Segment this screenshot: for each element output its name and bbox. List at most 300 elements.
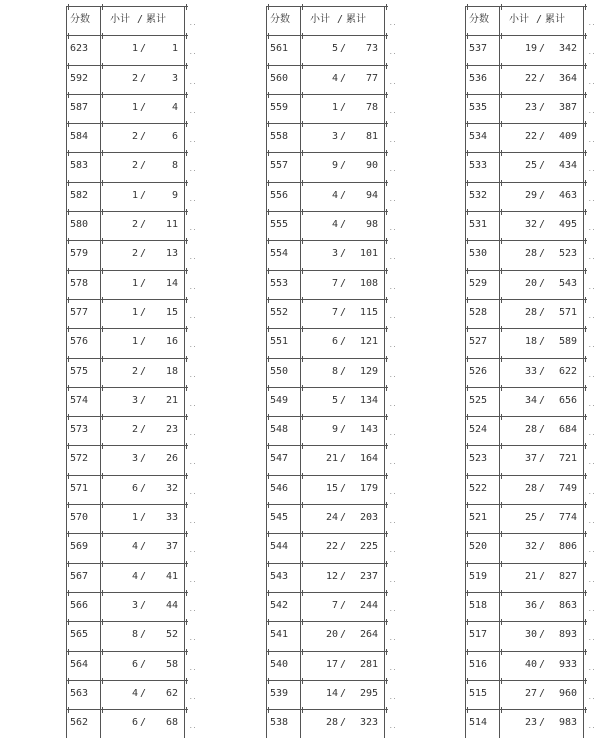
row-divider-tick	[268, 649, 269, 655]
row-divider-tick	[68, 92, 69, 98]
subtotal-cell: 18	[524, 336, 537, 348]
slash-separator: /	[340, 43, 347, 55]
slash-separator: /	[140, 131, 147, 143]
row-end-mark: ..	[588, 459, 596, 467]
subtotal-cell: 1	[131, 512, 138, 524]
row-end-mark: ..	[389, 254, 397, 262]
cumulative-cell: 68	[165, 717, 178, 729]
subtotal-cell: 3	[131, 599, 138, 611]
row-divider	[66, 621, 188, 622]
table-row	[264, 504, 397, 533]
row-divider-tick	[68, 531, 69, 537]
row-divider-tick	[186, 590, 187, 596]
row-divider-tick	[268, 707, 269, 713]
row-divider-tick	[68, 590, 69, 596]
row-divider-tick	[501, 356, 502, 362]
row-end-mark: ..	[189, 342, 197, 350]
row-divider-tick	[386, 268, 387, 274]
row-divider-tick	[386, 561, 387, 567]
table-row	[264, 563, 397, 592]
slash-separator: /	[340, 482, 347, 494]
cumulative-cell: 960	[558, 687, 577, 699]
row-divider	[266, 6, 388, 7]
subtotal-cell: 32	[524, 541, 537, 553]
score-cell: 560	[270, 72, 289, 84]
row-divider	[266, 358, 388, 359]
score-cell: 522	[469, 482, 488, 494]
subtotal-cell: 4	[131, 541, 138, 553]
row-end-mark: ..	[389, 107, 397, 115]
row-divider-tick	[186, 678, 187, 684]
table-row	[264, 182, 397, 211]
score-cell: 564	[70, 658, 89, 670]
slash-separator: /	[539, 482, 546, 494]
table-row	[64, 358, 197, 387]
score-cell: 559	[270, 101, 289, 113]
table-row	[64, 328, 197, 357]
row-end-mark: ..	[588, 547, 596, 555]
row-divider-tick	[186, 150, 187, 156]
row-divider	[66, 592, 188, 593]
slash-separator: /	[340, 424, 347, 436]
row-divider-tick	[302, 619, 303, 625]
row-end-mark: ..	[389, 723, 397, 731]
subtotal-cell: 4	[331, 189, 338, 201]
subtotal-cell: 22	[524, 72, 537, 84]
subtotal-cell: 36	[524, 599, 537, 611]
slash-separator: /	[140, 248, 147, 260]
row-divider-tick	[68, 150, 69, 156]
cumulative-cell: 983	[558, 717, 577, 729]
subtotal-cell: 9	[331, 424, 338, 436]
table-row	[264, 240, 397, 269]
row-divider-tick	[467, 4, 468, 10]
subtotal-cell: 4	[131, 570, 138, 582]
slash-separator: /	[140, 306, 147, 318]
row-divider-tick	[501, 121, 502, 127]
cumulative-cell: 774	[558, 512, 577, 524]
cumulative-cell: 62	[165, 687, 178, 699]
score-cell: 623	[70, 43, 89, 55]
row-divider-tick	[585, 297, 586, 303]
cumulative-cell: 589	[558, 336, 577, 348]
row-end-mark: ..	[189, 107, 197, 115]
row-divider-tick	[268, 92, 269, 98]
cumulative-cell: 134	[359, 394, 378, 406]
table-row	[264, 94, 397, 123]
row-divider	[66, 152, 188, 153]
score-cell: 566	[70, 599, 89, 611]
row-divider	[66, 299, 188, 300]
row-divider-tick	[302, 297, 303, 303]
cumulative-cell: 15	[165, 306, 178, 318]
slash-separator: /	[340, 219, 347, 231]
table-row	[264, 533, 397, 562]
table-row	[264, 35, 397, 64]
row-end-mark: ..	[389, 635, 397, 643]
score-cell: 578	[70, 277, 89, 289]
row-divider-tick	[467, 561, 468, 567]
cumulative-cell: 21	[165, 394, 178, 406]
row-divider	[465, 504, 587, 505]
table-row	[463, 328, 596, 357]
slash-separator: /	[340, 512, 347, 524]
row-end-mark: ..	[189, 400, 197, 408]
row-divider-tick	[585, 590, 586, 596]
row-divider	[266, 152, 388, 153]
row-divider-tick	[386, 443, 387, 449]
slash-separator: /	[539, 570, 546, 582]
row-divider-tick	[68, 238, 69, 244]
subtotal-cell: 2	[131, 219, 138, 231]
slash-separator: /	[539, 248, 546, 260]
table-row	[64, 94, 197, 123]
slash-separator: /	[140, 453, 147, 465]
row-divider	[465, 152, 587, 153]
row-divider-tick	[102, 473, 103, 479]
slash-separator: /	[539, 306, 546, 318]
table-row	[463, 211, 596, 240]
row-divider-tick	[102, 268, 103, 274]
row-end-mark: ..	[389, 605, 397, 613]
cumulative-cell: 387	[558, 101, 577, 113]
table-row	[264, 651, 397, 680]
row-divider-tick	[102, 238, 103, 244]
row-divider-tick	[186, 531, 187, 537]
slash-separator: /	[140, 512, 147, 524]
row-divider-tick	[467, 414, 468, 420]
row-end-mark: ..	[389, 166, 397, 174]
row-divider	[266, 592, 388, 593]
subtotal-cell: 28	[524, 306, 537, 318]
cumulative-cell: 323	[359, 717, 378, 729]
row-divider-tick	[501, 414, 502, 420]
row-divider-tick	[585, 268, 586, 274]
subtotal-cell: 25	[524, 512, 537, 524]
table-row	[264, 65, 397, 94]
row-divider-tick	[186, 238, 187, 244]
row-divider	[465, 65, 587, 66]
row-divider	[66, 123, 188, 124]
subtotal-cell: 21	[325, 453, 338, 465]
row-end-mark: ..	[189, 693, 197, 701]
row-divider-tick	[386, 619, 387, 625]
score-cell: 579	[70, 248, 89, 260]
row-divider	[266, 475, 388, 476]
row-divider-tick	[186, 63, 187, 69]
row-divider-tick	[386, 297, 387, 303]
row-divider-tick	[68, 649, 69, 655]
row-divider	[66, 416, 188, 417]
cumulative-cell: 281	[359, 658, 378, 670]
table-row	[463, 240, 596, 269]
row-divider-tick	[501, 385, 502, 391]
table-row	[264, 211, 397, 240]
slash-separator: /	[340, 306, 347, 318]
table-row	[264, 123, 397, 152]
row-divider	[266, 211, 388, 212]
subtotal-cell: 20	[325, 629, 338, 641]
row-divider-tick	[186, 707, 187, 713]
row-divider-tick	[585, 443, 586, 449]
subtotal-cell: 5	[331, 43, 338, 55]
slash-separator: /	[340, 248, 347, 260]
score-cell: 520	[469, 541, 488, 553]
table-row	[463, 475, 596, 504]
subtotal-cell: 21	[524, 570, 537, 582]
row-divider-tick	[386, 649, 387, 655]
table-row	[64, 270, 197, 299]
score-cell: 546	[270, 482, 289, 494]
slash-separator: /	[140, 336, 147, 348]
slash-separator: /	[140, 658, 147, 670]
score-cell: 583	[70, 160, 89, 172]
header-subtotal: 小计	[110, 14, 130, 25]
cumulative-cell: 893	[558, 629, 577, 641]
row-divider	[266, 240, 388, 241]
score-cell: 539	[270, 687, 289, 699]
row-end-mark: ..	[588, 195, 596, 203]
row-end-mark: ..	[189, 605, 197, 613]
row-divider-tick	[467, 385, 468, 391]
row-end-mark: ..	[189, 195, 197, 203]
table-row	[463, 152, 596, 181]
row-divider-tick	[102, 678, 103, 684]
row-divider	[66, 533, 188, 534]
subtotal-cell: 40	[524, 658, 537, 670]
subtotal-cell: 28	[524, 482, 537, 494]
cumulative-cell: 13	[165, 248, 178, 260]
slash-separator: /	[539, 219, 546, 231]
table-row	[463, 533, 596, 562]
row-divider-tick	[585, 678, 586, 684]
row-divider-tick	[102, 590, 103, 596]
row-divider	[266, 563, 388, 564]
row-divider-tick	[268, 678, 269, 684]
cumulative-cell: 78	[365, 101, 378, 113]
row-divider	[266, 680, 388, 681]
row-divider-tick	[386, 92, 387, 98]
slash-separator: /	[340, 277, 347, 289]
slash-separator: /	[140, 277, 147, 289]
subtotal-cell: 2	[131, 365, 138, 377]
row-divider	[266, 328, 388, 329]
row-divider-tick	[186, 209, 187, 215]
header-subtotal: 小计	[310, 14, 330, 25]
subtotal-cell: 1	[131, 43, 138, 55]
row-divider	[66, 680, 188, 681]
score-cell: 576	[70, 336, 89, 348]
score-cell: 582	[70, 189, 89, 201]
slash-separator: /	[340, 599, 347, 611]
row-divider-tick	[501, 63, 502, 69]
row-divider	[465, 270, 587, 271]
row-divider-tick	[102, 326, 103, 332]
table-row	[64, 123, 197, 152]
table-header-row	[463, 6, 596, 35]
table-row	[264, 621, 397, 650]
subtotal-cell: 4	[131, 687, 138, 699]
row-divider	[266, 123, 388, 124]
subtotal-cell: 27	[524, 687, 537, 699]
table-row	[64, 621, 197, 650]
table-row	[463, 123, 596, 152]
row-divider	[266, 709, 388, 710]
score-cell: 563	[70, 687, 89, 699]
row-divider-tick	[467, 63, 468, 69]
row-divider-tick	[102, 649, 103, 655]
row-divider	[66, 328, 188, 329]
row-divider-tick	[386, 473, 387, 479]
row-end-mark: ..	[389, 20, 397, 27]
score-cell: 558	[270, 131, 289, 143]
row-end-mark: ..	[588, 20, 596, 27]
subtotal-cell: 8	[131, 629, 138, 641]
subtotal-cell: 9	[331, 160, 338, 172]
slash-separator: /	[140, 160, 147, 172]
row-divider-tick	[68, 4, 69, 10]
table-row	[463, 299, 596, 328]
score-cell: 551	[270, 336, 289, 348]
row-divider-tick	[102, 385, 103, 391]
row-end-mark: ..	[389, 342, 397, 350]
row-end-mark: ..	[588, 342, 596, 350]
row-divider	[66, 709, 188, 710]
row-divider-tick	[302, 63, 303, 69]
row-divider-tick	[501, 502, 502, 508]
table-row	[264, 680, 397, 709]
row-divider-tick	[268, 531, 269, 537]
row-divider	[465, 563, 587, 564]
row-divider-tick	[186, 649, 187, 655]
row-divider-tick	[102, 619, 103, 625]
row-divider-tick	[302, 502, 303, 508]
score-cell: 524	[469, 424, 488, 436]
row-divider-tick	[186, 561, 187, 567]
row-divider	[66, 182, 188, 183]
score-cell: 587	[70, 101, 89, 113]
row-divider-tick	[302, 678, 303, 684]
score-cell: 556	[270, 189, 289, 201]
row-divider-tick	[501, 707, 502, 713]
subtotal-cell: 6	[131, 482, 138, 494]
row-divider-tick	[467, 92, 468, 98]
slash-separator: /	[140, 424, 147, 436]
subtotal-cell: 3	[131, 394, 138, 406]
row-divider-tick	[467, 473, 468, 479]
table-row	[64, 563, 197, 592]
row-end-mark: ..	[389, 430, 397, 438]
row-divider	[465, 240, 587, 241]
cumulative-cell: 749	[558, 482, 577, 494]
score-cell: 562	[70, 717, 89, 729]
row-divider-tick	[268, 268, 269, 274]
row-divider-tick	[302, 356, 303, 362]
score-cell: 514	[469, 717, 488, 729]
score-cell: 545	[270, 512, 289, 524]
score-cell: 557	[270, 160, 289, 172]
subtotal-cell: 1	[131, 101, 138, 113]
row-divider-tick	[501, 619, 502, 625]
row-divider-tick	[386, 707, 387, 713]
row-divider-tick	[302, 326, 303, 332]
cumulative-cell: 58	[165, 658, 178, 670]
score-cell: 518	[469, 599, 488, 611]
score-table-column-3	[463, 6, 596, 738]
subtotal-cell: 33	[524, 365, 537, 377]
row-divider-tick	[386, 33, 387, 39]
row-end-mark: ..	[588, 254, 596, 262]
row-divider-tick	[386, 180, 387, 186]
cumulative-cell: 16	[165, 336, 178, 348]
cumulative-cell: 622	[558, 365, 577, 377]
row-divider-tick	[467, 150, 468, 156]
row-divider-tick	[585, 619, 586, 625]
table-row	[64, 680, 197, 709]
row-end-mark: ..	[189, 635, 197, 643]
header-cumulative: 累计	[346, 14, 366, 25]
row-divider-tick	[386, 502, 387, 508]
subtotal-cell: 23	[524, 101, 537, 113]
row-divider-tick	[268, 473, 269, 479]
slash-separator: /	[340, 687, 347, 699]
row-divider	[465, 123, 587, 124]
table-row	[64, 592, 197, 621]
row-divider-tick	[467, 531, 468, 537]
row-end-mark: ..	[189, 166, 197, 174]
row-divider-tick	[268, 619, 269, 625]
score-cell: 534	[469, 131, 488, 143]
row-divider-tick	[68, 356, 69, 362]
cumulative-cell: 90	[365, 160, 378, 172]
row-end-mark: ..	[588, 723, 596, 731]
cumulative-cell: 8	[171, 160, 178, 172]
row-divider	[266, 504, 388, 505]
score-cell: 525	[469, 394, 488, 406]
row-end-mark: ..	[588, 283, 596, 291]
row-divider-tick	[501, 531, 502, 537]
row-divider-tick	[302, 531, 303, 537]
cumulative-cell: 32	[165, 482, 178, 494]
row-divider-tick	[585, 561, 586, 567]
row-divider-tick	[302, 150, 303, 156]
subtotal-cell: 2	[131, 248, 138, 260]
table-row	[64, 416, 197, 445]
slash-separator: /	[539, 336, 546, 348]
row-divider	[465, 416, 587, 417]
score-cell: 555	[270, 219, 289, 231]
slash-separator: /	[140, 72, 147, 84]
score-cell: 536	[469, 72, 488, 84]
slash-separator: /	[340, 541, 347, 553]
row-divider-tick	[302, 33, 303, 39]
row-divider-tick	[386, 531, 387, 537]
score-cell: 584	[70, 131, 89, 143]
row-divider	[66, 387, 188, 388]
score-cell: 554	[270, 248, 289, 260]
row-divider	[266, 270, 388, 271]
subtotal-cell: 22	[325, 541, 338, 553]
row-divider	[66, 211, 188, 212]
cumulative-cell: 434	[558, 160, 577, 172]
row-divider	[465, 299, 587, 300]
cumulative-cell: 225	[359, 541, 378, 553]
row-divider-tick	[68, 561, 69, 567]
row-divider-tick	[501, 4, 502, 10]
row-end-mark: ..	[389, 459, 397, 467]
row-divider-tick	[467, 502, 468, 508]
subtotal-cell: 3	[331, 248, 338, 260]
